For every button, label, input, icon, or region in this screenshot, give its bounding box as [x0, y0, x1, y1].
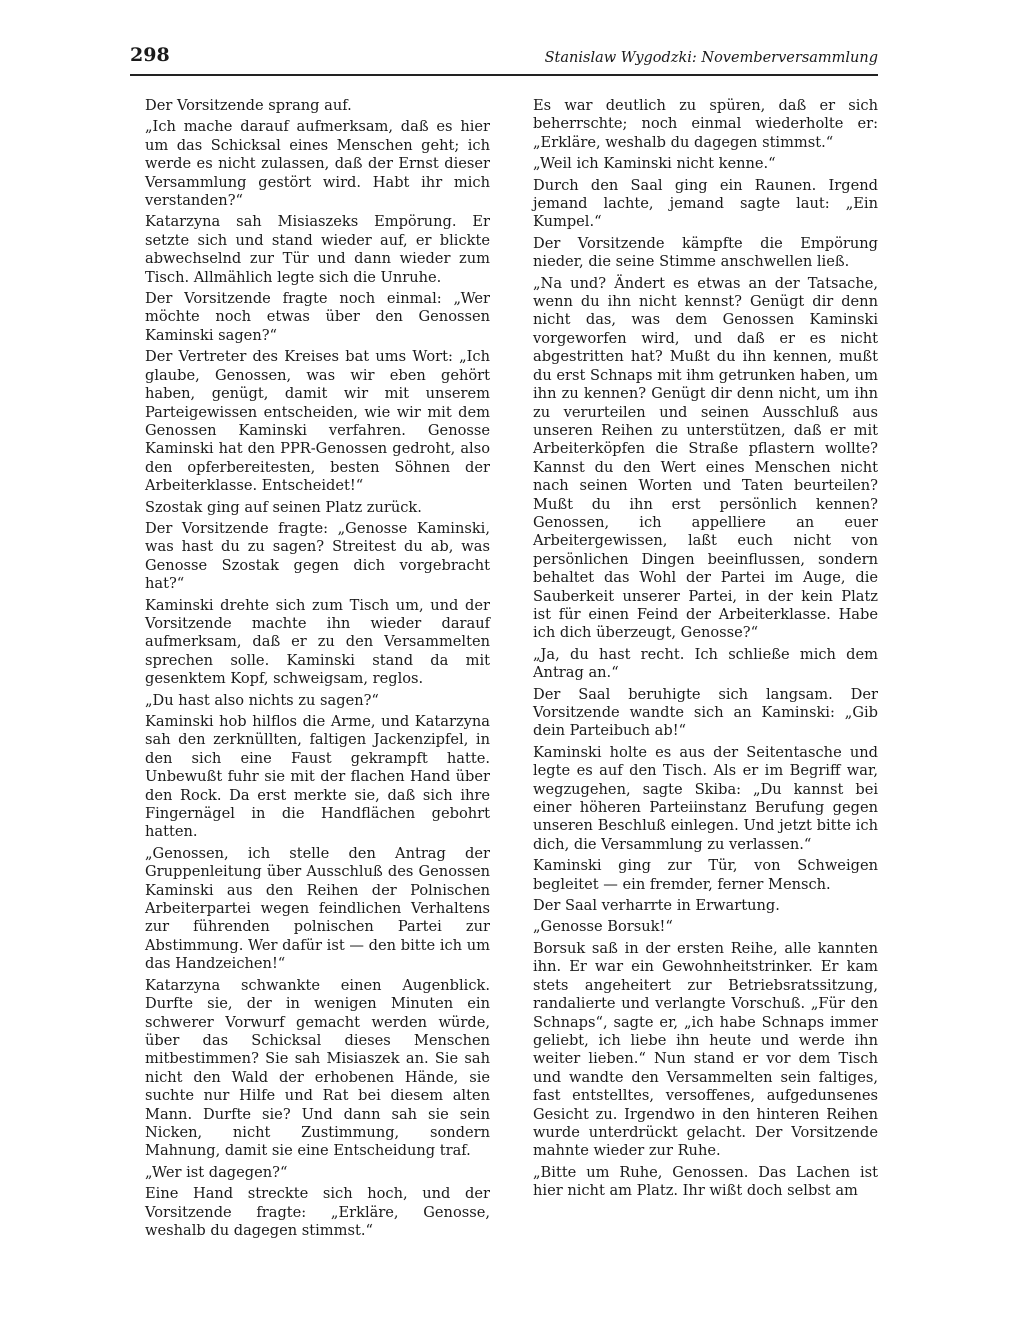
paragraph: Der Vorsitzende sprang auf.	[145, 97, 352, 114]
paragraph: Der Vorsitzende fragte noch einmal: „Wer möchte noch etwas über den Genossen Kaminski sagen?“	[145, 290, 490, 344]
paragraph: Kaminski drehte sich zum Tisch um, und der Vorsitzende machte ihn wieder darauf aufmerksam, daß er zu den Versammelten sprechen solle. Kaminski stand da mit gesenktem Kopf, schweigsam, reglos.	[145, 596, 490, 688]
paragraph: Eine Hand streckte sich hoch, und der Vorsitzende fragte: „Erkläre, Genosse, weshalb du dagegen stimmst.“	[145, 1185, 490, 1239]
paragraph: Der Saal beruhigte sich langsam. Der Vorsitzende wandte sich an Kaminski: „Gib dein Parteibuch ab!“	[533, 685, 878, 740]
paragraph: „Bitte um Ruhe, Genossen. Das Lachen ist hier nicht am Platz. Ihr wißt doch selbst am	[533, 1163, 878, 1200]
paragraph: Katarzyna schwankte einen Augenblick. Durfte sie, der in wenigen Minuten ein schwerer Vorwurf gemacht werden würde, über das Schicksal dieses Menschen mitbestimmen? Sie sah Misiaszek an. Sie sah nicht den Wald der erhobenen Hände, sie suchte nur Hilfe und Rat bei diesem alten Mann. Durfte sie? Und dann sah sie sein Nicken, nicht Zustimmung, sondern Mahnung, damit sie eine Entscheidung traf.	[145, 976, 490, 1160]
paragraph: Kaminski hob hilflos die Arme, und Katarzyna sah den zerknüllten, faltigen Jackenzipfel, in den sich eine Faust gekrampft hatte. Unbewußt fuhr sie mit der flachen Hand über den Rock. Da erst merkte sie, daß sich ihre Fingernägel in die Handflächen gebohrt hatten.	[145, 713, 490, 841]
paragraph: Borsuk saß in der ersten Reihe, alle kannten ihn. Er war ein Gewohnheitstrinker. Er kam stets angeheitert zur Betriebsratssitzung, randalierte und verlangte Vorschuß. „Für den Schnaps“, sagte er, „ich habe Schnaps immer geliebt, ich liebe ihn heute und werde ihn weiter lieben.“ Nun stand er vor dem Tisch und wandte den Versammelten sein faltiges, fast entstelltes, versoffenes, aufgedunsenes Gesicht zu. Irgendwo in den hinteren Reihen wurde unterdrückt gelacht. Der Vorsitzende mahnte wieder zur Ruhe.	[533, 939, 878, 1160]
header-rule	[130, 74, 878, 76]
left-column	[145, 97, 490, 1243]
paragraph: Der Vertreter des Kreises bat ums Wort: „Ich glaube, Genossen, was wir eben gehört haben, genügt, damit wir mit unserem Parteigewissen entscheiden, wie wir mit dem Genossen Kaminski verfahren. Genosse Kaminski hat den PPR-Genossen gedroht, also den opferbereitesten, besten Söhnen der Arbeiterklasse. Entscheidet!“	[145, 348, 490, 495]
paragraph: Der Vorsitzende fragte: „Genosse Kaminski, was hast du zu sagen? Streitest du ab, was Genosse Szostak gegen dich vorgebracht hat?“	[145, 519, 490, 593]
paragraph: „Genossen, ich stelle den Antrag der Gruppenleitung über Ausschluß des Genossen Kaminski aus den Reihen der Polnischen Arbeiterpartei wegen feindlichen Verhaltens zur führenden polnischen Partei zur Abstimmung. Wer dafür ist — den bitte ich um das Handzeichen!“	[145, 844, 490, 973]
paragraph: Szostak ging auf seinen Platz zurück.	[145, 498, 422, 516]
paragraph: Durch den Saal ging ein Raunen. Irgend jemand lachte, jemand sagte laut: „Ein Kumpel.“	[533, 176, 878, 231]
paragraph: „Weil ich Kaminski nicht kenne.“	[533, 155, 776, 173]
page-number: 298	[130, 44, 170, 66]
paragraph: Der Vorsitzende kämpfte die Empörung nieder, die seine Stimme anschwellen ließ.	[533, 234, 878, 271]
paragraph: Es war deutlich zu spüren, daß er sich beherrschte; noch einmal wiederholte er: „Erkläre, weshalb du dagegen stimmst.“	[533, 97, 878, 151]
paragraph: „Ich mache darauf aufmerksam, daß es hier um das Schicksal eines Menschen geht; ich werde es nicht zulassen, daß der Ernst dieser Versammlung gestört wird. Habt ihr mich verstanden?“	[145, 118, 490, 210]
paragraph: „Wer ist dagegen?“	[145, 1163, 288, 1181]
paragraph: „Na und? Ändert es etwas an der Tatsache, wenn du ihn nicht kennst? Genügt dir denn nicht das, was dem Genossen Kaminski vorgeworfen wird, und daß er es nicht abgestritten hat? Mußt du ihn kennen, mußt du erst Schnaps mit ihm getrunken haben, um ihn zu kennen? Genügt dir denn nicht, um ihn zu verurteilen und seinen Ausschluß aus unseren Reihen zu unterstützen, daß er mit Arbeiterköpfen die Straße pflastern wollte? Kannst du den Wert eines Menschen nicht nach seinen Worten und Taten beurteilen? Mußt du ihn erst persönlich kennen? Genossen, ich appelliere an euer Arbeitergewissen, laßt euch nicht von persönlichen Dingen beeinflussen, sondern behaltet das Wohl der Partei im Auge, die Sauberkeit unserer Partei, in der kein Platz ist für einen Feind der Arbeiterklasse. Habe ich dich überzeugt, Genosse?“	[533, 274, 878, 642]
paragraph: „Ja, du hast recht. Ich schließe mich dem Antrag an.“	[533, 645, 878, 682]
running-title: Stanislaw Wygodzki: Novemberversammlung	[544, 50, 878, 66]
paragraph: Kaminski ging zur Tür, von Schweigen begleitet — ein fremder, ferner Mensch.	[533, 857, 878, 893]
paragraph: Katarzyna sah Misiaszeks Empörung. Er setzte sich und stand wieder auf, er blickte abwechselnd zur Tür und dann wieder zum Tisch. Allmählich legte sich die Unruhe.	[145, 213, 490, 286]
paragraph: „Du hast also nichts zu sagen?“	[145, 691, 379, 709]
paragraph: Der Saal verharrte in Erwartung.	[533, 897, 780, 915]
paragraph: Kaminski holte es aus der Seitentasche und legte es auf den Tisch. Als er im Begriff war, wegzugehen, sagte Skiba: „Du kannst bei einer höheren Parteiinstanz Berufung gegen unseren Beschluß einlegen. Und jetzt bitte ich dich, die Versammlung zu verlassen.“	[533, 743, 878, 853]
right-column	[533, 97, 878, 1204]
paragraph: „Genosse Borsuk!“	[533, 918, 673, 936]
